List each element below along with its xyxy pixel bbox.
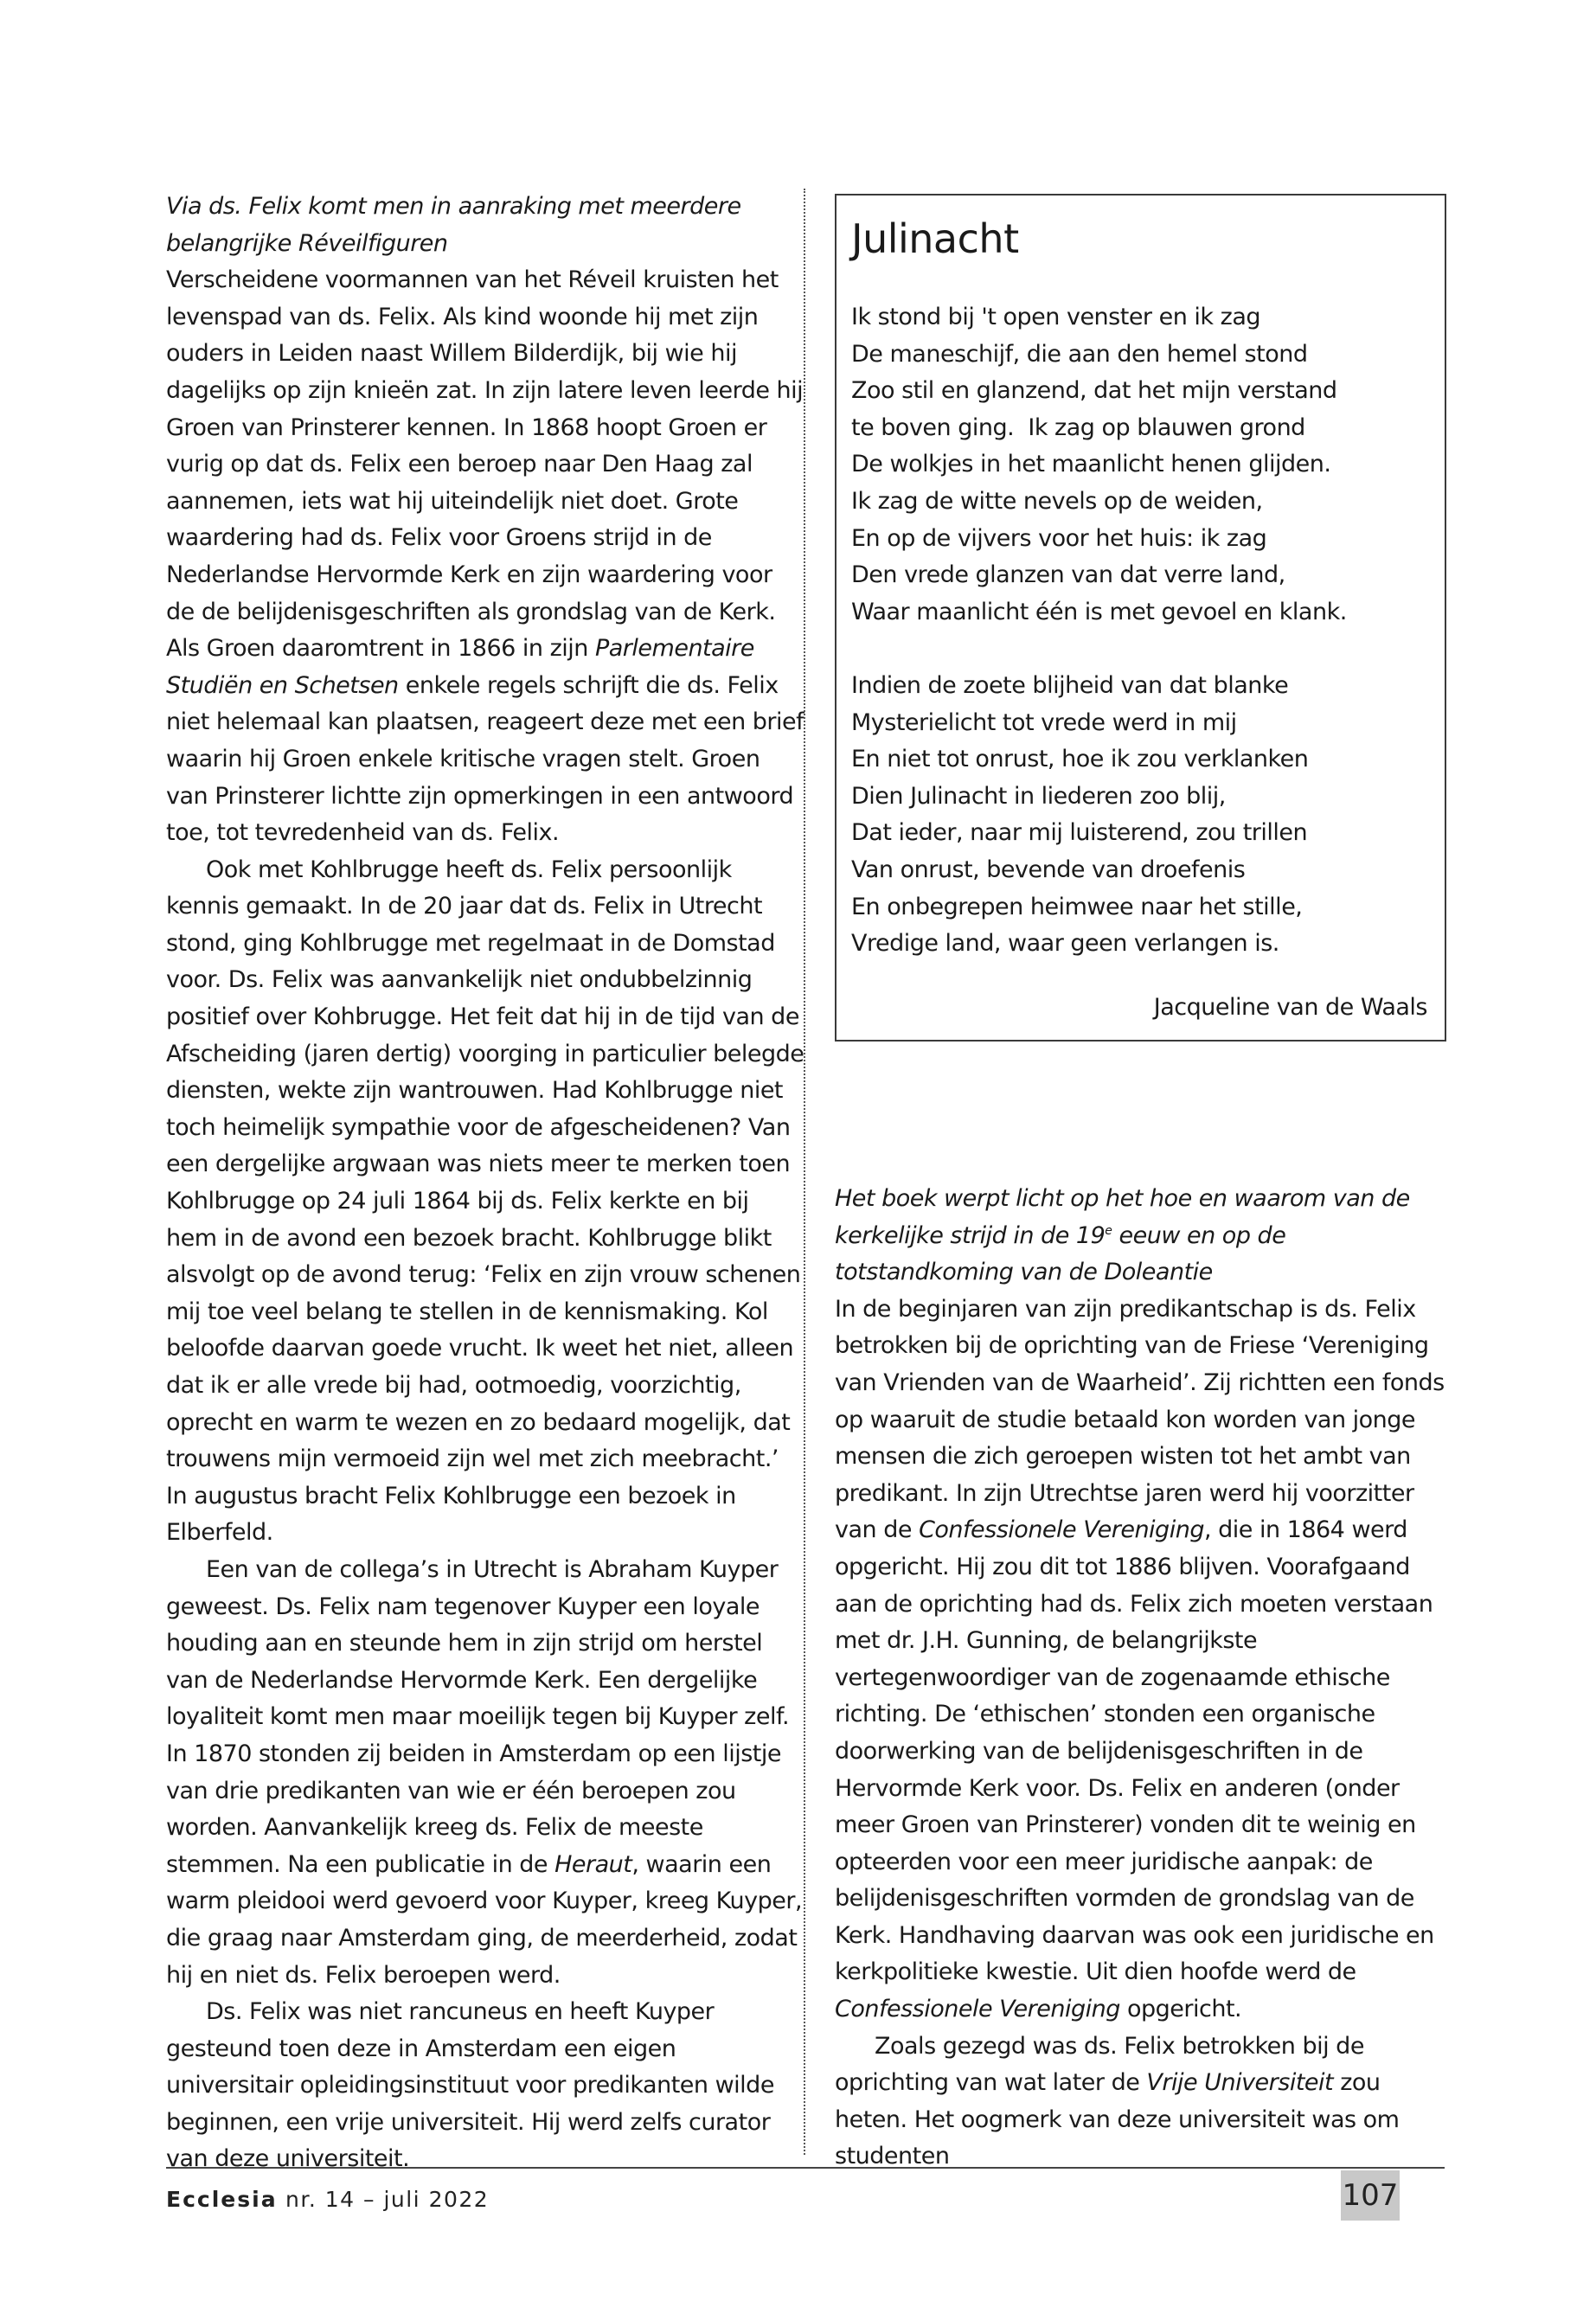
- poem-line: Dien Julinacht in liederen zoo blij,: [851, 782, 1226, 810]
- right-column: [835, 1071, 1445, 2176]
- poem-line: te boven ging. Ik zag op blauwen grond: [851, 413, 1305, 441]
- poem-line: Ik stond bij 't open venster en ik zag: [851, 304, 1260, 330]
- paragraph: Ds. Felix was niet rancuneus en heeft Kuyper gesteund toen deze in Amsterdam een eigen universitair opleidingsinstituut voor predikanten wilde beginnen, een vrije universiteit. Hij werd zelfs curator van deze universiteit.: [166, 1998, 774, 2173]
- journal-name: Ecclesia: [166, 2187, 278, 2212]
- footer-rule: [166, 2167, 1445, 2169]
- poem-line: Vredige land, waar geen verlangen is.: [851, 930, 1279, 958]
- continued-text-space: [835, 1071, 1445, 1144]
- footer-journal: [166, 2187, 489, 2212]
- poem-line: En op de vijvers voor het huis: ik zag: [851, 524, 1267, 552]
- page-number: 107: [1341, 2170, 1400, 2221]
- poem-line: Dat ieder, naar mij luisterend, zou trillen: [851, 819, 1308, 847]
- section-subheading: Het boek werpt licht op het hoe en waarom van de kerkelijke strijd in de 19e eeuw en op de totstandkoming van de Doleantie: [835, 1185, 1410, 1286]
- poem-line: Den vrede glanzen van dat verre land,: [851, 561, 1285, 589]
- left-column: [166, 189, 804, 2178]
- poem-lines: [851, 299, 1436, 963]
- poem-line: En niet tot onrust, hoe ik zou verklanken: [851, 746, 1309, 773]
- poem-stanza: [851, 668, 1436, 963]
- paragraph: Ook met Kohlbrugge heeft ds. Felix persoonlijk kennis gemaakt. In de 20 jaar dat ds. Felix in Utrecht stond, ging Kohlbrugge met regelmaat in de Domstad voor. Ds. Felix was aanvankelijk niet ondubbelzinnig positief over Kohbrugge. Het feit dat hij in de tijd van de Afscheiding (jaren dertig) voorging in particulier belegde diensten, wekte zijn wantrouwen. Had Kohlbrugge niet toch heimelijk sympathie voor de afgescheidenen? Van een dergelijke argwaan was niets meer te merken toen Kohlbrugge op 24 juli 1864 bij ds. Felix kerkte en bij hem in de avond een bezoek bracht. Kohlbrugge blikt alsvolgt op de avond terug: ‘Felix en zijn vrouw schenen mij toe veel belang te stellen in de kennismaking. Kol beloofde daarvan goede vrucht. Ik weet het niet, alleen dat ik er alle vrede bij had, ootmoedig, voorzichtig, oprecht en warm te wezen en zo bedaard mogelijk, dat trouwens mijn vermoeid zijn wel met zich meebracht.’ In augustus bracht Felix Kohlbrugge een bezoek in Elberfeld.: [166, 856, 804, 1547]
- poem-line: Mysterielicht tot vrede werd in mij: [851, 708, 1237, 736]
- poem-line: Ik zag de witte nevels op de weiden,: [851, 487, 1263, 515]
- poem-line: En onbegrepen heimwee naar het stille,: [851, 893, 1303, 920]
- section-subheading: Via ds. Felix komt men in aanraking met meerdere belangrijke Réveilfiguren: [166, 193, 741, 257]
- poem-line: Zoo stil en glanzend, dat het mijn verstand: [851, 377, 1337, 405]
- paragraph: Verscheidene voormannen van het Réveil kruisten het levenspad van ds. Felix. Als kind woonde hij met zijn ouders in Leiden naast Willem Bilderdijk, bij wie hij dagelijks op zijn knieën zat. In zijn latere leven leerde hij Groen van Prinsterer kennen. In 1868 hoopt Groen er vurig op dat ds. Felix een beroep naar Den Haag zal aannemen, iets wat hij uiteindelijk niet doet. Grote waardering had ds. Felix voor Groens strijd in de Nederlandse Hervormde Kerk en zijn waardering voor de de belijdenisgeschriften als grondslag van de Kerk. Als Groen daaromtrent in 1866 in zijn Parlementaire Studiën en Schetsen enkele regels schrijft die ds. Felix niet helemaal kan plaatsen, reageert deze met een brief waarin hij Groen enkele kritische vragen stelt. Groen van Prinsterer lichtte zijn opmerkingen in een antwoord toe, tot tevredenheid van ds. Felix.: [166, 266, 804, 847]
- poem-line: Waar maanlicht één is met gevoel en klank.: [851, 598, 1347, 625]
- poem-box: [835, 194, 1446, 1042]
- poem-line: De maneschijf, die aan den hemel stond: [851, 340, 1308, 368]
- poem-stanza: [851, 299, 1436, 631]
- poem-line: De wolkjes in het maanlicht henen glijden.: [851, 451, 1331, 478]
- poem-line: Van onrust, bevende van droefenis: [851, 856, 1246, 883]
- paragraph: Zoals gezegd was ds. Felix betrokken bij de oprichting van wat later de Vrije Universiteit zou heten. Het oogmerk van deze universiteit was om studenten: [835, 2032, 1400, 2170]
- paragraph: In de beginjaren van zijn predikantschap is ds. Felix betrokken bij de oprichting van de Friese ‘Vereniging van Vrienden van de Waarheid’. Zij richtten een fonds op waaruit de studie betaald kon worden van jonge mensen die zich geroepen wisten tot het ambt van predikant. In zijn Utrechtse jaren werd hij voorzitter van de Confessionele Vereniging, die in 1864 werd opgericht. Hij zou dit tot 1886 blijven. Voorafgaand aan de oprichting had ds. Felix zich moeten verstaan met dr. J.H. Gunning, de belangrijkste vertegenwoordiger van de zogenaamde ethische richting. De ‘ethischen’ stonden een organische doorwerking van de belijdenisgeschriften in de Hervormde Kerk voor. Ds. Felix en anderen (onder meer Groen van Prinsterer) vonden dit te weinig en opteerden voor een meer juridische aanpak: de belijdenisgeschriften vormden de grondslag van de Kerk. Handhaving daarvan was ook een juridische en kerkpolitieke kwestie. Uit dien hoofde werd de Confessionele Vereniging opgericht.: [835, 1295, 1445, 2023]
- column-divider: [804, 189, 805, 2155]
- issue-info: nr. 14 – juli 2022: [285, 2187, 490, 2212]
- paragraph: Een van de collega’s in Utrecht is Abraham Kuyper geweest. Ds. Felix nam tegenover Kuyper een loyale houding aan en steunde hem in zijn strijd om herstel van de Nederlandse Hervormde Kerk. Een dergelijke loyaliteit komt men maar moeilijk tegen bij Kuyper zelf. In 1870 stonden zij beiden in Amsterdam op een lijstje van drie predikanten van wie er één beroepen zou worden. Aanvankelijk kreeg ds. Felix de meeste stemmen. Na een publicatie in de Heraut, waarin een warm pleidooi werd gevoerd voor Kuyper, kreeg Kuyper, die graag naar Amsterdam ging, de meerderheid, zodat hij en niet ds. Felix beroepen werd.: [166, 1555, 803, 1989]
- poem-author: Jacqueline van de Waals: [1153, 994, 1427, 1021]
- poem-line: Indien de zoete blijheid van dat blanke: [851, 671, 1289, 699]
- poem-title: Julinacht: [851, 215, 1019, 262]
